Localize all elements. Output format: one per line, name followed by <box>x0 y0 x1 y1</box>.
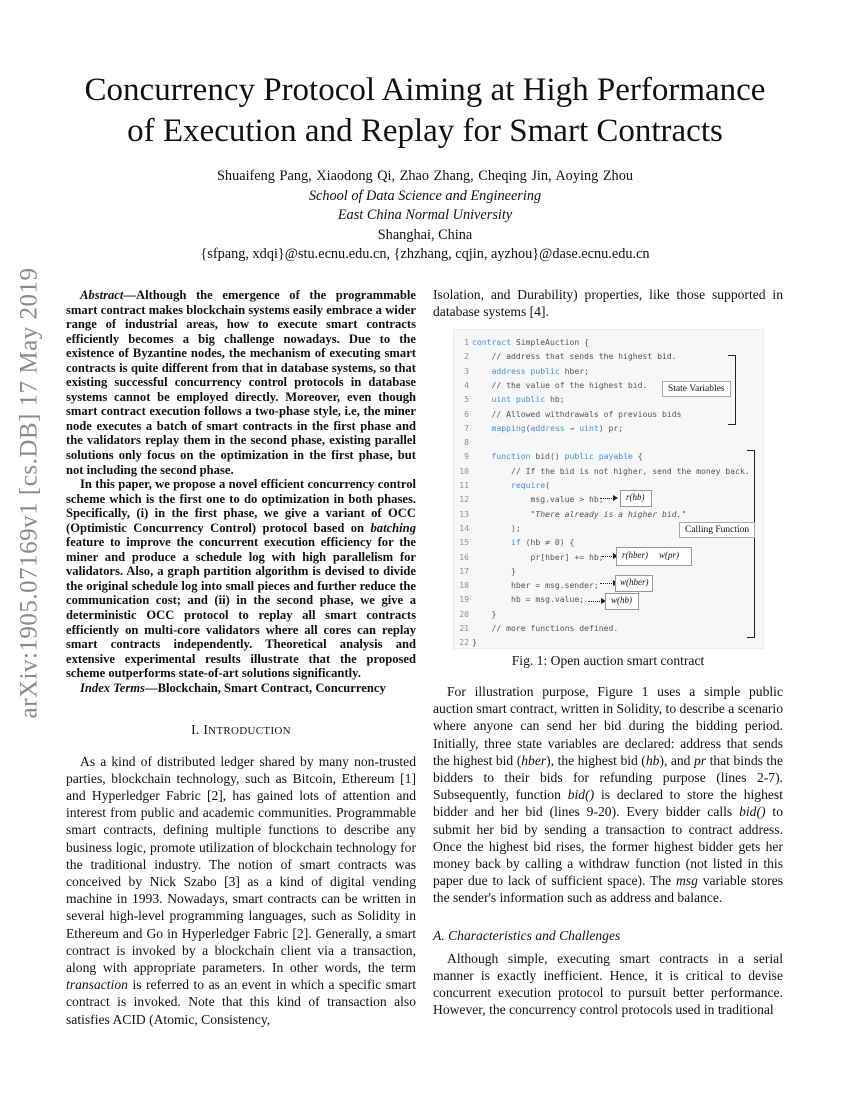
rb-text-b: ), the highest bid ( <box>546 752 646 768</box>
arrow-line-19 <box>588 601 602 602</box>
index-terms-label: Index Terms <box>80 680 145 695</box>
rb-var-msg: msg <box>675 873 698 889</box>
abstract-text-1: —Although the emergence of the programmable smart contract makes blockchain systems easily embrace a wider range of industrial areas, how to execute smart contracts efficiently becomes a big challenge nowadays. Due to the existence of Byzantine nodes, the mechanism of executing smart contracts is quite different from that in database systems, so that existing successful concurrency control protocols in database systems cannot be employed directly. Moreover, even though smart contract execution follows a two-phase style, i.e, the miner node executes a batch of smart contracts in the first phase and the validators replay them in the second phase, existing parallel solutions only focus on the optimization in the first phase, but not including the second phase. <box>66 288 416 477</box>
code-line <box>454 492 763 506</box>
code-line <box>454 621 763 635</box>
annotation-w-hber: w(hber) <box>620 577 649 587</box>
abstract-paragraph-1 <box>66 288 416 477</box>
school-name: School of Data Science and Engineering <box>308 187 542 204</box>
code-line-number: 3 <box>464 365 469 376</box>
annotation-r-hber: r(hber) <box>622 550 648 560</box>
state-variables-label: State Variables <box>662 381 731 397</box>
code-line-number: 16 <box>459 551 469 562</box>
rb-func-bid-2: bid() <box>739 804 766 820</box>
code-line <box>454 421 763 435</box>
code-line <box>454 478 763 492</box>
arxiv-identifier: arXiv:1905.07169v1 [cs.DB] 17 May 2019 <box>15 267 42 719</box>
code-line <box>454 407 763 421</box>
annotation-w-hb: w(hb) <box>611 595 632 605</box>
intro-paragraph-1 <box>66 753 416 1028</box>
code-text: // address that sends the highest bid. <box>472 351 677 362</box>
code-line <box>454 349 763 363</box>
code-line <box>454 464 763 478</box>
rb-text-c: ), and <box>659 752 694 768</box>
code-line-number: 22 <box>459 637 469 648</box>
abstract-text-2a: In this paper, we propose a novel efficient concurrency control scheme which is the first one to do optimization in both phases. Specifically, (i) in the first phase, we give a variant of OCC (Optimistic Concurrency Control) protocol based on <box>66 477 416 535</box>
rb-text-d: that binds the bidders to their bids for refunding purpose (lines 2-7). Subsequently, function <box>433 752 783 803</box>
abstract-lead: Abstract <box>80 288 124 302</box>
code-line-number: 1 <box>464 337 469 347</box>
code-line-number: 11 <box>459 480 469 490</box>
abstract-paragraph-2 <box>66 477 416 681</box>
code-line-number: 6 <box>464 408 469 419</box>
right-column-body <box>433 683 783 1019</box>
calling-function-label: Calling Function <box>679 522 755 538</box>
intro-text-b: is referred to as an event in which a specific smart contract is invoked. Note that this kind of transaction also satisfies ACID (Atomic, Consistency, <box>66 977 416 1027</box>
intro-text-a: As a kind of distributed ledger shared by many non-trusted parties, blockchain technology, such as Bitcoin, Ethereum [1] and Hyperledger Fabric [2], has gained lots of attention and interest from public and academic communities. Programmable smart contracts, defining multiple functions to describe any business logic, promote utilization of blockchain technology for the traditional industry. The notion of smart contracts was conceived by Nick Szabo [3] as a kind of digital vending machine in 1993. Nowadays, smart contracts can be written in several high-level programming languages, such as Solidity in Ethereum and Go in Hyperledger Fabric [2]. Generally, a smart contract is invoked by a blockchain client via a transaction, along with appropriate parameters. In other words, the term <box>66 753 416 975</box>
index-terms <box>66 681 416 696</box>
code-text: if (hb ≠ 0) { <box>510 537 575 548</box>
code-line <box>454 449 763 463</box>
code-text: hber = msg.sender; <box>472 580 599 591</box>
section-heading-introduction <box>66 721 416 740</box>
abstract-emph-batching: batching <box>370 520 416 535</box>
code-line-number: 20 <box>459 608 469 619</box>
code-text: uint public hb; <box>491 394 565 405</box>
intro-emph-transaction: transaction <box>66 977 128 993</box>
code-text: msg.value > hb, <box>472 494 604 505</box>
right-continuation: Isolation, and Durability) properties, like those supported in database systems [4]. <box>433 287 783 320</box>
calling-function-bracket <box>747 450 755 638</box>
code-text: "There already is a higher bid." <box>472 508 687 519</box>
annotation-w-pr: w(pr) <box>659 550 679 560</box>
paper-title <box>60 70 790 152</box>
code-line <box>454 564 763 578</box>
code-text: } <box>472 565 516 576</box>
code-text: require( <box>510 480 550 490</box>
code-text: address public hber; <box>491 365 589 376</box>
code-line-number: 14 <box>459 522 469 533</box>
author-block <box>60 167 790 265</box>
code-text: function bid() public payable { <box>491 451 643 462</box>
challenges-paragraph: Although simple, executing smart contracts in a serial manner is exactly inefficient. Hence, it is critical to devise concurrent execution protocol to pursuit better performance. However, the concurrency control protocols used in traditional <box>433 950 783 1018</box>
rb-func-bid-1: bid() <box>567 787 595 803</box>
subsection-heading: A. Characteristics and Challenges <box>433 927 621 943</box>
arrow-line-16 <box>602 556 614 557</box>
code-text: contract SimpleAuction { <box>472 337 589 347</box>
code-figure <box>453 329 764 649</box>
right-column-top <box>433 286 783 320</box>
code-line-number: 21 <box>459 623 469 633</box>
annotation-r-hb: r(hb) <box>626 492 645 502</box>
abstract-text-2b: feature to improve the concurrent execution efficiency for the miner and produce a schedule log with high parallelism for validators. Also, a graph partition algorithm is devised to divide the original schedule log into small pieces and further reduce the communication cost; and (ii) in the second phase, we give a deterministic OCC protocol to replay all smart contracts efficiently on multi-core validators where all cores can replay smart contracts independently. Theoretical analysis and extensive experimental results illustrate that the proposed scheme outperforms state-of-art solutions significantly. <box>66 535 416 681</box>
code-line-number: 4 <box>464 379 469 390</box>
index-terms-text: —Blockchain, Smart Contract, Concurrency <box>144 680 386 695</box>
code-line-number: 10 <box>459 465 469 476</box>
section-number: I. <box>191 722 204 738</box>
section-title-rest: NTRODUCTION <box>208 725 291 738</box>
author-emails: {sfpang, xdqi}@stu.ecnu.edu.cn, {zhzhang, cqjin, ayzhou}@dase.ecnu.edu.cn <box>200 246 650 262</box>
code-line-number: 5 <box>464 394 469 405</box>
figure-caption: Fig. 1: Open auction smart contract <box>511 653 705 668</box>
rb-text-e: is declared to store the highest bidder and her bid (lines 9-20). Every bidder calls <box>433 787 783 820</box>
location: Shanghai, China <box>377 226 473 243</box>
code-line-number: 12 <box>459 494 469 505</box>
code-text: // If the bid is not higher, send the money back. <box>472 465 750 476</box>
code-line-number: 17 <box>459 565 469 576</box>
code-text: hb = msg.value; <box>472 594 585 605</box>
code-line <box>454 364 763 378</box>
code-line <box>454 578 763 592</box>
code-line-number: 7 <box>464 422 469 433</box>
code-line <box>454 635 763 649</box>
title-line-1: Concurrency Protocol Aiming at High Performance <box>84 72 766 108</box>
code-line-number: 19 <box>459 594 469 605</box>
code-line <box>454 335 763 349</box>
arrow-line-12 <box>600 498 614 499</box>
university-name: East China Normal University <box>337 207 513 223</box>
arxiv-stamp <box>0 267 58 719</box>
code-text: // the value of the highest bid. <box>472 379 648 390</box>
code-line-number: 15 <box>459 537 469 548</box>
illustration-paragraph <box>433 683 783 907</box>
code-text: mapping(address ⇒ uint) pr; <box>491 422 624 433</box>
author-names: Shuaifeng Pang, Xiaodong Qi, Zhao Zhang, Cheqing Jin, Aoying Zhou <box>216 168 634 184</box>
code-text: pr[hber] += hb; <box>472 551 604 562</box>
code-line-number: 8 <box>464 437 469 448</box>
rb-text-a: For illustration purpose, Figure 1 uses a simple public auction smart contract, written in Solidity, to describe a scenario where anyone can send her bid during the bidding period. Initially, three state variables are declared: address that sends the highest bid ( <box>433 684 783 768</box>
code-text: } <box>472 608 497 619</box>
code-line <box>454 507 763 521</box>
section-title-initial: I <box>203 722 209 738</box>
code-text: ); <box>472 522 521 533</box>
arrow-line-18 <box>600 583 614 584</box>
code-line-number: 18 <box>459 580 469 591</box>
abstract <box>66 288 416 695</box>
code-line-number: 13 <box>459 508 469 519</box>
code-text: } <box>472 637 477 648</box>
rb-var-hb: hb <box>645 752 660 768</box>
rb-var-hber: hber <box>521 752 547 768</box>
title-line-2: of Execution and Replay for Smart Contracts <box>127 113 723 149</box>
rb-text-g: variable stores the sender's information such as address and balance. <box>433 873 783 906</box>
code-line-number: 2 <box>464 351 469 362</box>
code-line-number: 9 <box>464 451 469 462</box>
left-column <box>66 288 416 1028</box>
rb-text-f: to submit her bid by sending a transaction to contract address. Once the highest bid rises, the former highest bidder gets her money back by calling a withdraw function (not listed in this paper due to lack of sufficient space). The <box>433 804 783 889</box>
code-text: // Allowed withdrawals of previous bids <box>472 408 682 419</box>
code-text: // more functions defined. <box>472 623 619 633</box>
rb-var-pr: pr <box>693 752 707 768</box>
code-line <box>454 435 763 449</box>
